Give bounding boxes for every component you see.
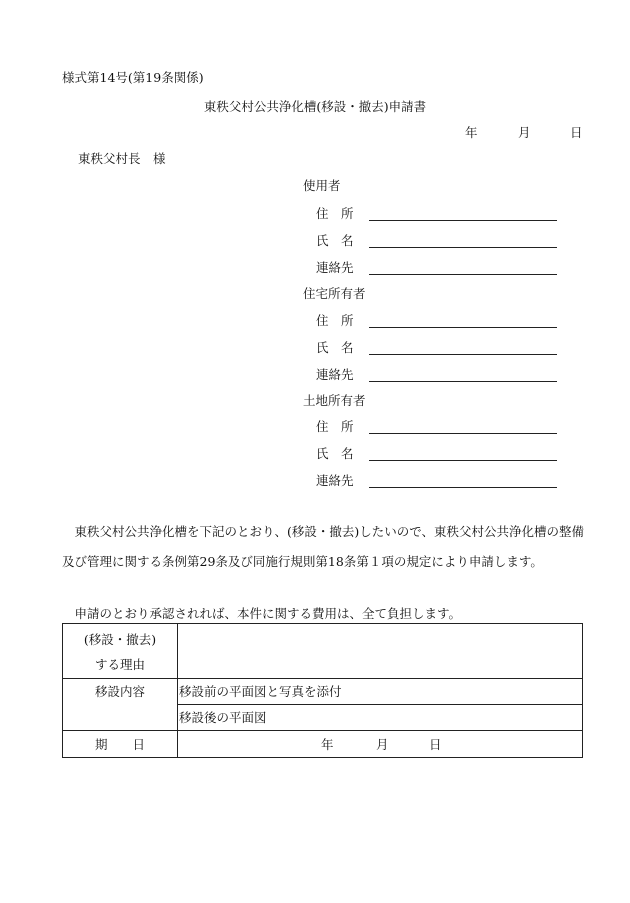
application-table (62, 623, 583, 758)
field-label-name: 氏 名 (316, 446, 354, 461)
field-line-name[interactable] (369, 247, 557, 248)
addressee: 東秩父村長 様 (78, 151, 166, 166)
field-line-contact[interactable] (369, 487, 557, 488)
date-day-label: 日 (570, 125, 583, 140)
date-year-label: 年 (465, 125, 478, 140)
group-title-user: 使用者 (303, 178, 341, 193)
table-row-divider (177, 704, 582, 705)
group-title-land-owner: 土地所有者 (303, 393, 366, 408)
reason-label-line2: する理由 (94, 657, 145, 672)
period-day-label: 日 (429, 737, 442, 752)
period-year-label: 年 (321, 737, 334, 752)
field-label-address: 住 所 (316, 419, 354, 434)
table-row-divider (63, 678, 582, 679)
field-label-contact: 連絡先 (316, 473, 354, 488)
group-title-house-owner: 住宅所有者 (303, 286, 366, 301)
relocation-item-before: 移設前の平面図と写真を添付 (179, 684, 342, 699)
form-number: 様式第14号(第19条関係) (62, 70, 204, 85)
field-label-address: 住 所 (316, 206, 354, 221)
field-line-address[interactable] (369, 433, 557, 434)
field-label-address: 住 所 (316, 313, 354, 328)
field-line-contact[interactable] (369, 381, 557, 382)
field-label-contact: 連絡先 (316, 260, 354, 275)
period-label: 期 日 (94, 737, 145, 752)
field-line-address[interactable] (369, 220, 557, 221)
cost-paragraph: 申請のとおり承認されれば、本件に関する費用は、全て負担します。 (74, 606, 462, 621)
field-label-contact: 連絡先 (316, 367, 354, 382)
period-month-label: 月 (376, 737, 389, 752)
field-label-name: 氏 名 (316, 233, 354, 248)
field-line-address[interactable] (369, 327, 557, 328)
date-month-label: 月 (518, 125, 531, 140)
field-line-name[interactable] (369, 460, 557, 461)
reason-label-line1: (移設・撤去) (83, 632, 157, 647)
relocation-item-after: 移設後の平面図 (179, 710, 267, 725)
table-row-divider (63, 730, 582, 731)
field-label-name: 氏 名 (316, 340, 354, 355)
table-column-divider (177, 624, 178, 757)
application-paragraph: 東秩父村公共浄化槽を下記のとおり、(移設・撤去)したいので、東秩父村公共浄化槽の整備及び管理に関する条例第29条及び同施行規則第18条第１項の規定により申請します。 (62, 524, 585, 569)
document-title: 東秩父村公共浄化槽(移設・撤去)申請書 (203, 99, 427, 114)
relocation-label: 移設内容 (94, 684, 145, 699)
field-line-name[interactable] (369, 354, 557, 355)
field-line-contact[interactable] (369, 274, 557, 275)
